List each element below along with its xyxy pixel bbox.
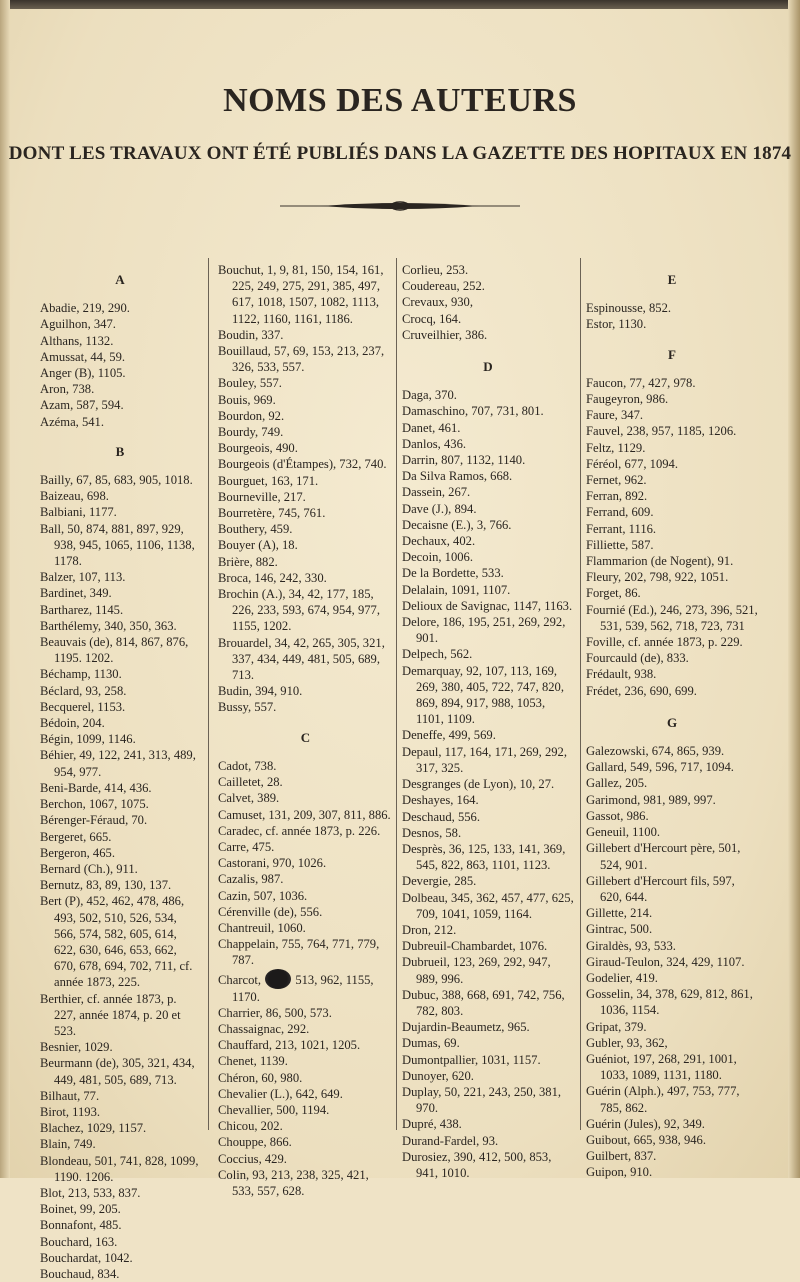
index-entry: Dolbeau, 345, 362, 457, 477, 625, 709, 1041, 1059, 1164. — [402, 890, 574, 921]
index-entry: Guéniot, 197, 268, 291, 1001, 1033, 1089, 1131, 1180. — [586, 1051, 737, 1083]
index-entry: Blondeau, 501, 741, 828, 1099, 1190. 1206. — [40, 1153, 199, 1184]
index-entry: Guilbert, 837. — [586, 1149, 657, 1164]
index-entry: Guérin (Jules), 92, 349. — [586, 1116, 705, 1131]
index-entry: Darrin, 807, 1132, 1140. — [402, 453, 526, 468]
entries-c-end — [402, 262, 574, 343]
index-entry: Gallard, 549, 596, 717, 1094. — [586, 760, 734, 775]
index-entry: Carre, 475. — [218, 839, 275, 854]
index-entry: Ferrant, 1116. — [586, 521, 657, 536]
index-entry: Ball, 50, 874, 881, 897, 929, 938, 945, 1065, 1106, 1138, 1178. — [40, 521, 195, 569]
index-entry: Bourguet, 163, 171. — [218, 473, 319, 488]
index-entry: Bouthery, 459. — [218, 522, 293, 537]
index-entry: Dassein, 267. — [402, 485, 471, 500]
index-entry: Delioux de Savignac, 1147, 1163. — [402, 598, 573, 613]
index-entry: Azéma, 541. — [40, 414, 104, 429]
entry-text: Charcot, — [218, 972, 262, 987]
index-entry: Corlieu, 253. — [402, 263, 469, 277]
index-entry: Beauvais (de), 814, 867, 876, 1195. 1202. — [40, 635, 189, 666]
index-entry: Gripat, 379. — [586, 1019, 647, 1034]
index-entry: Foville, cf. année 1873, p. 229. — [586, 635, 743, 650]
index-entry: Fourcauld (de), 833. — [586, 651, 689, 666]
index-entry: Becquerel, 1153. — [40, 699, 126, 714]
index-entry: Bergeron, 465. — [40, 845, 115, 860]
index-entry: Desnos, 58. — [402, 825, 462, 840]
index-entry: Da Silva Ramos, 668. — [402, 469, 513, 484]
index-entry: Bouillaud, 57, 69, 153, 213, 237, 326, 533, 557. — [218, 344, 385, 375]
index-entry: Flammarion (de Nogent), 91. — [586, 554, 734, 569]
index-entry: Delore, 186, 195, 251, 269, 292, 901. — [402, 615, 566, 646]
index-entry: Crocq, 164. — [402, 311, 462, 326]
index-entry: Cazalis, 987. — [218, 872, 284, 887]
index-entry: Gillette, 214. — [586, 906, 653, 921]
index-entry: Boudin, 337. — [218, 327, 284, 342]
index-entry: Féréol, 677, 1094. — [586, 456, 678, 471]
index-entry: Chouppe, 866. — [218, 1135, 292, 1150]
index-entry: Brochin (A.), 34, 42, 177, 185, 226, 233, 593, 674, 954, 977, 1155, 1202. — [218, 587, 380, 634]
index-entry: Dumas, 69. — [402, 1036, 460, 1051]
index-entry: Chevalier (L.), 642, 649. — [218, 1086, 343, 1101]
index-entry: Damaschino, 707, 731, 801. — [402, 404, 544, 419]
index-entry: Cruveilhier, 386. — [402, 327, 488, 342]
index-entry: Ferran, 892. — [586, 489, 648, 504]
page-left-edge — [0, 0, 10, 1178]
index-entry: Gillebert d'Hercourt père, 501, 524, 901. — [586, 841, 741, 872]
index-entry: Gassot, 986. — [586, 808, 649, 823]
index-entry: Birot, 1193. — [40, 1104, 101, 1119]
index-entry: Bouchaud, 834. — [40, 1266, 120, 1281]
index-entry: Aron, 738. — [40, 382, 95, 397]
index-entry: Giraud-Teulon, 324, 429, 1107. — [586, 954, 745, 969]
index-entry: Bégin, 1099, 1146. — [40, 732, 136, 747]
page-subtitle: DONT LES TRAVAUX ONT ÉTÉ PUBLIÉS DANS LA GAZETTE DES HOPITAUX EN 1874 — [8, 143, 792, 164]
section-letter-c: C — [300, 729, 311, 745]
index-entry: Colin, 93, 213, 238, 325, 421, 533, 557, 628. — [218, 1167, 369, 1198]
index-entry: Godelier, 419. — [586, 970, 658, 985]
index-entry: Althans, 1132. — [40, 333, 114, 348]
ink-stain — [265, 969, 291, 989]
index-entry: Espinousse, 852. — [586, 301, 672, 316]
index-entry: Bédoin, 204. — [40, 716, 105, 731]
index-entry: Bergeret, 665. — [40, 829, 112, 844]
index-entry: Chéron, 60, 980. — [218, 1070, 303, 1085]
index-entry: De la Bordette, 533. — [402, 566, 504, 581]
index-entry: Guipon, 910. — [586, 1165, 653, 1180]
index-entry: Danlos, 436. — [402, 436, 467, 451]
index-entry: Balzer, 107, 113. — [40, 570, 126, 585]
entries-g — [586, 743, 758, 1180]
index-entry: Dubreuil-Chambardet, 1076. — [402, 939, 548, 954]
index-entry: Daga, 370. — [402, 388, 457, 403]
index-entry: Beni-Barde, 414, 436. — [40, 780, 152, 795]
index-entry: Camuset, 131, 209, 307, 811, 886. — [218, 807, 391, 822]
index-entry: Aguilhon, 347. — [40, 317, 116, 332]
index-entry: Beurmann (de), 305, 321, 434, 449, 481, 505, 689, 713. — [40, 1056, 195, 1087]
index-entry: Berthier, cf. année 1873, p. 227, année 1874, p. 20 et 523. — [40, 991, 181, 1038]
index-entry: Devergie, 285. — [402, 874, 477, 889]
index-entry: Giraldès, 93, 533. — [586, 938, 676, 953]
index-entry: Dave (J.), 894. — [402, 501, 477, 516]
index-entry: Garimond, 981, 989, 997. — [586, 792, 716, 807]
index-entry: Dupré, 438. — [402, 1117, 462, 1132]
entries-b-continued — [218, 262, 393, 716]
index-entry: Charrier, 86, 500, 573. — [218, 1005, 332, 1020]
index-entry: Deneffe, 499, 569. — [402, 728, 496, 743]
index-entry: Castorani, 970, 1026. — [218, 856, 327, 871]
index-entry: Bouis, 969. — [218, 392, 276, 407]
index-entry: Bourdy, 749. — [218, 425, 284, 440]
column-divider — [580, 258, 581, 1130]
section-letter-a: A — [115, 272, 125, 287]
index-entry: Durosiez, 390, 412, 500, 853, 941, 1010. — [402, 1149, 552, 1180]
index-entry: Anger (B), 1105. — [40, 366, 126, 381]
index-entry: Abadie, 219, 290. — [40, 301, 130, 316]
index-entry: Chantreuil, 1060. — [218, 920, 306, 935]
index-entry: Bourneville, 217. — [218, 489, 306, 504]
index-entry: Deschaud, 556. — [402, 809, 480, 824]
index-entry: Chenet, 1139. — [218, 1054, 288, 1069]
index-entry: Cérenville (de), 556. — [218, 904, 323, 919]
index-entry: Deshayes, 164. — [402, 793, 479, 808]
page-top-edge — [0, 0, 800, 9]
index-entry: Bourgeois (d'Étampes), 732, 740. — [218, 457, 387, 472]
index-entry: Barthélemy, 340, 350, 363. — [40, 618, 177, 633]
section-letter-b: B — [115, 443, 125, 459]
index-entry: Berchon, 1067, 1075. — [40, 797, 149, 812]
index-entry: Gubler, 93, 362, — [586, 1035, 668, 1050]
index-entry: Broca, 146, 242, 330. — [218, 570, 327, 585]
entries-e — [586, 300, 758, 332]
index-column-4 — [586, 262, 758, 1181]
entries-b — [40, 472, 200, 1282]
index-entry: Bourgeois, 490. — [218, 441, 298, 456]
index-entry: Decaisne (E.), 3, 766. — [402, 517, 512, 532]
index-entry: Dechaux, 402. — [402, 534, 476, 549]
index-entry: Durand-Fardel, 93. — [402, 1133, 499, 1148]
index-entry: Coudereau, 252. — [402, 279, 485, 294]
index-entry: Feltz, 1129. — [586, 440, 646, 455]
index-entry: Bouchut, 1, 9, 81, 150, 154, 161, 225, 249, 275, 291, 385, 497, 617, 1018, 1507, 1082, 1113, 1122, 1160, 1161, 1186. — [218, 263, 384, 326]
index-entry: Bilhaut, 77. — [40, 1088, 100, 1103]
page-title: NOMS DES AUTEURS — [223, 82, 577, 119]
index-entry: Bonnafont, 485. — [40, 1218, 122, 1233]
index-entry: Budin, 394, 910. — [218, 684, 303, 699]
index-entry: Caradec, cf. année 1873, p. 226. — [218, 823, 381, 838]
index-entry: Frédet, 236, 690, 699. — [586, 683, 697, 698]
index-entry: Dujardin-Beaumetz, 965. — [402, 1020, 530, 1035]
index-entry: Demarquay, 92, 107, 113, 169, 269, 380, 405, 722, 747, 820, 869, 894, 917, 988, 1053, 1101, 1109. — [402, 663, 564, 727]
index-entry: Blachez, 1029, 1157. — [40, 1121, 147, 1136]
index-entry: Decoin, 1006. — [402, 550, 473, 565]
index-entry: Bert (P), 452, 462, 478, 486, 493, 502, 510, 526, 534, 566, 574, 582, 605, 614, 622, 630, 646, 653, 662, 670, 678, 694, 702, 711, cf. année 1873, 225. — [40, 894, 193, 990]
index-entry: Dron, 212. — [402, 922, 457, 937]
entries-c-continued — [218, 1005, 393, 1199]
index-entry: Bernutz, 83, 89, 130, 137. — [40, 878, 172, 893]
index-entry: Dubuc, 388, 668, 691, 742, 756, 782, 803. — [402, 987, 565, 1018]
index-entry: Bussy, 557. — [218, 700, 277, 715]
entries-d — [402, 387, 574, 1181]
index-entry: Desgranges (de Lyon), 10, 27. — [402, 777, 555, 792]
index-entry: Fleury, 202, 798, 922, 1051. — [586, 570, 729, 585]
index-entry: Bouchard, 163. — [40, 1234, 118, 1249]
entry-text: 513, 962, 1155, 1170. — [232, 972, 374, 1004]
index-entry: Crevaux, 930, — [402, 295, 473, 310]
index-entry: Gosselin, 34, 378, 629, 812, 861, 1036, 1154. — [586, 987, 753, 1018]
index-entry: Bartharez, 1145. — [40, 602, 124, 617]
index-entry: Blot, 213, 533, 837. — [40, 1185, 141, 1200]
index-entry: Delpech, 562. — [402, 647, 473, 662]
index-entry: Béclard, 93, 258. — [40, 683, 127, 698]
index-entry: Guérin (Alph.), 497, 753, 777, 785, 862. — [586, 1084, 740, 1115]
index-entry: Geneuil, 1100. — [586, 825, 661, 840]
entries-a — [40, 300, 200, 430]
index-entry: Bérenger-Féraud, 70. — [40, 813, 148, 828]
index-entry: Bouley, 557. — [218, 376, 282, 391]
index-entry: Faure, 347. — [586, 408, 644, 423]
column-divider — [208, 258, 209, 1130]
index-entry: Fernet, 962. — [586, 473, 647, 488]
index-entry: Dunoyer, 620. — [402, 1068, 474, 1083]
column-divider — [396, 258, 397, 1130]
index-entry: Depaul, 117, 164, 171, 269, 292, 317, 325. — [402, 744, 567, 775]
index-entry: Gintrac, 500. — [586, 922, 653, 937]
page-right-edge — [788, 0, 800, 1178]
index-entry: Cazin, 507, 1036. — [218, 888, 308, 903]
index-column-3 — [402, 262, 574, 1181]
index-entry: Chevallier, 500, 1194. — [218, 1102, 330, 1117]
index-entry: Guibout, 665, 938, 946. — [586, 1132, 706, 1147]
index-entry: Cailletet, 28. — [218, 775, 283, 790]
index-entry: Ferrand, 609. — [586, 505, 654, 520]
index-entry: Estor, 1130. — [586, 317, 647, 332]
index-entry: Gallez, 205. — [586, 776, 648, 791]
index-entry: Bailly, 67, 85, 683, 905, 1018. — [40, 473, 193, 488]
index-entry: Amussat, 44, 59. — [40, 349, 126, 364]
index-entry: Blain, 749. — [40, 1137, 96, 1152]
index-entry: Besnier, 1029. — [40, 1040, 113, 1055]
index-entry: Desprès, 36, 125, 133, 141, 369, 545, 822, 863, 1101, 1123. — [402, 841, 566, 873]
index-entry: Brouardel, 34, 42, 265, 305, 321, 337, 434, 449, 481, 505, 689, 713. — [218, 635, 385, 683]
index-entry: Forget, 86. — [586, 586, 641, 601]
index-entry: Bourretère, 745, 761. — [218, 506, 326, 521]
index-column-2 — [218, 262, 393, 1199]
index-entry: Coccius, 429. — [218, 1151, 287, 1166]
index-entry: Danet, 461. — [402, 420, 461, 435]
index-entry: Faucon, 77, 427, 978. — [586, 375, 696, 390]
index-column-1 — [40, 262, 200, 1282]
index-entry: Bouchardat, 1042. — [40, 1250, 133, 1265]
index-entry: Béhier, 49, 122, 241, 313, 489, 954, 977. — [40, 748, 196, 779]
entries-c — [218, 758, 393, 969]
index-entry: Calvet, 389. — [218, 791, 280, 806]
index-entry: Cadot, 738. — [218, 758, 277, 773]
entries-f — [586, 375, 758, 699]
index-entry: Chauffard, 213, 1021, 1205. — [218, 1038, 361, 1053]
index-entry: Balbiani, 1177. — [40, 505, 117, 520]
index-entry: Delalain, 1091, 1107. — [402, 582, 511, 597]
index-entry: Chicou, 202. — [218, 1119, 283, 1134]
section-letter-g: G — [666, 714, 678, 730]
index-entry: Fournié (Ed.), 246, 273, 396, 521, 531, 539, 562, 718, 723, 731 — [586, 602, 758, 633]
index-entry: Béchamp, 1130. — [40, 667, 122, 682]
section-letter-f: F — [668, 346, 676, 362]
index-entry: Dumontpallier, 1031, 1157. — [402, 1052, 541, 1067]
section-letter-e: E — [667, 272, 677, 287]
index-entry: Filliette, 587. — [586, 537, 654, 552]
section-letter-d: D — [483, 359, 493, 375]
index-entry: Fauvel, 238, 957, 1185, 1206. — [586, 424, 737, 439]
index-entry: Azam, 587, 594. — [40, 398, 124, 413]
index-entry: Chassaignac, 292. — [218, 1021, 310, 1036]
index-entry: Frédault, 938. — [586, 667, 657, 682]
index-entry: Gillebert d'Hercourt fils, 597, 620, 644. — [586, 873, 735, 904]
index-entry: Baizeau, 698. — [40, 489, 109, 504]
index-entry: Bardinet, 349. — [40, 586, 112, 601]
index-entry: Bourdon, 92. — [218, 408, 285, 423]
index-entry: Bouyer (A), 18. — [218, 538, 298, 553]
index-entry: Chappelain, 755, 764, 771, 779, 787. — [218, 937, 380, 968]
index-entry: Boinet, 99, 205. — [40, 1202, 121, 1217]
index-entry: Duplay, 50, 221, 243, 250, 381, 970. — [402, 1084, 562, 1116]
index-entry: Galezowski, 674, 865, 939. — [586, 744, 725, 759]
index-entry: Brière, 882. — [218, 554, 278, 569]
index-entry-charcot — [218, 969, 393, 1005]
index-entry: Dubrueil, 123, 269, 292, 947, 989, 996. — [402, 955, 551, 986]
index-entry: Bernard (Ch.), 911. — [40, 861, 138, 876]
ornament-rule — [280, 198, 520, 214]
index-entry: Faugeyron, 986. — [586, 392, 669, 407]
